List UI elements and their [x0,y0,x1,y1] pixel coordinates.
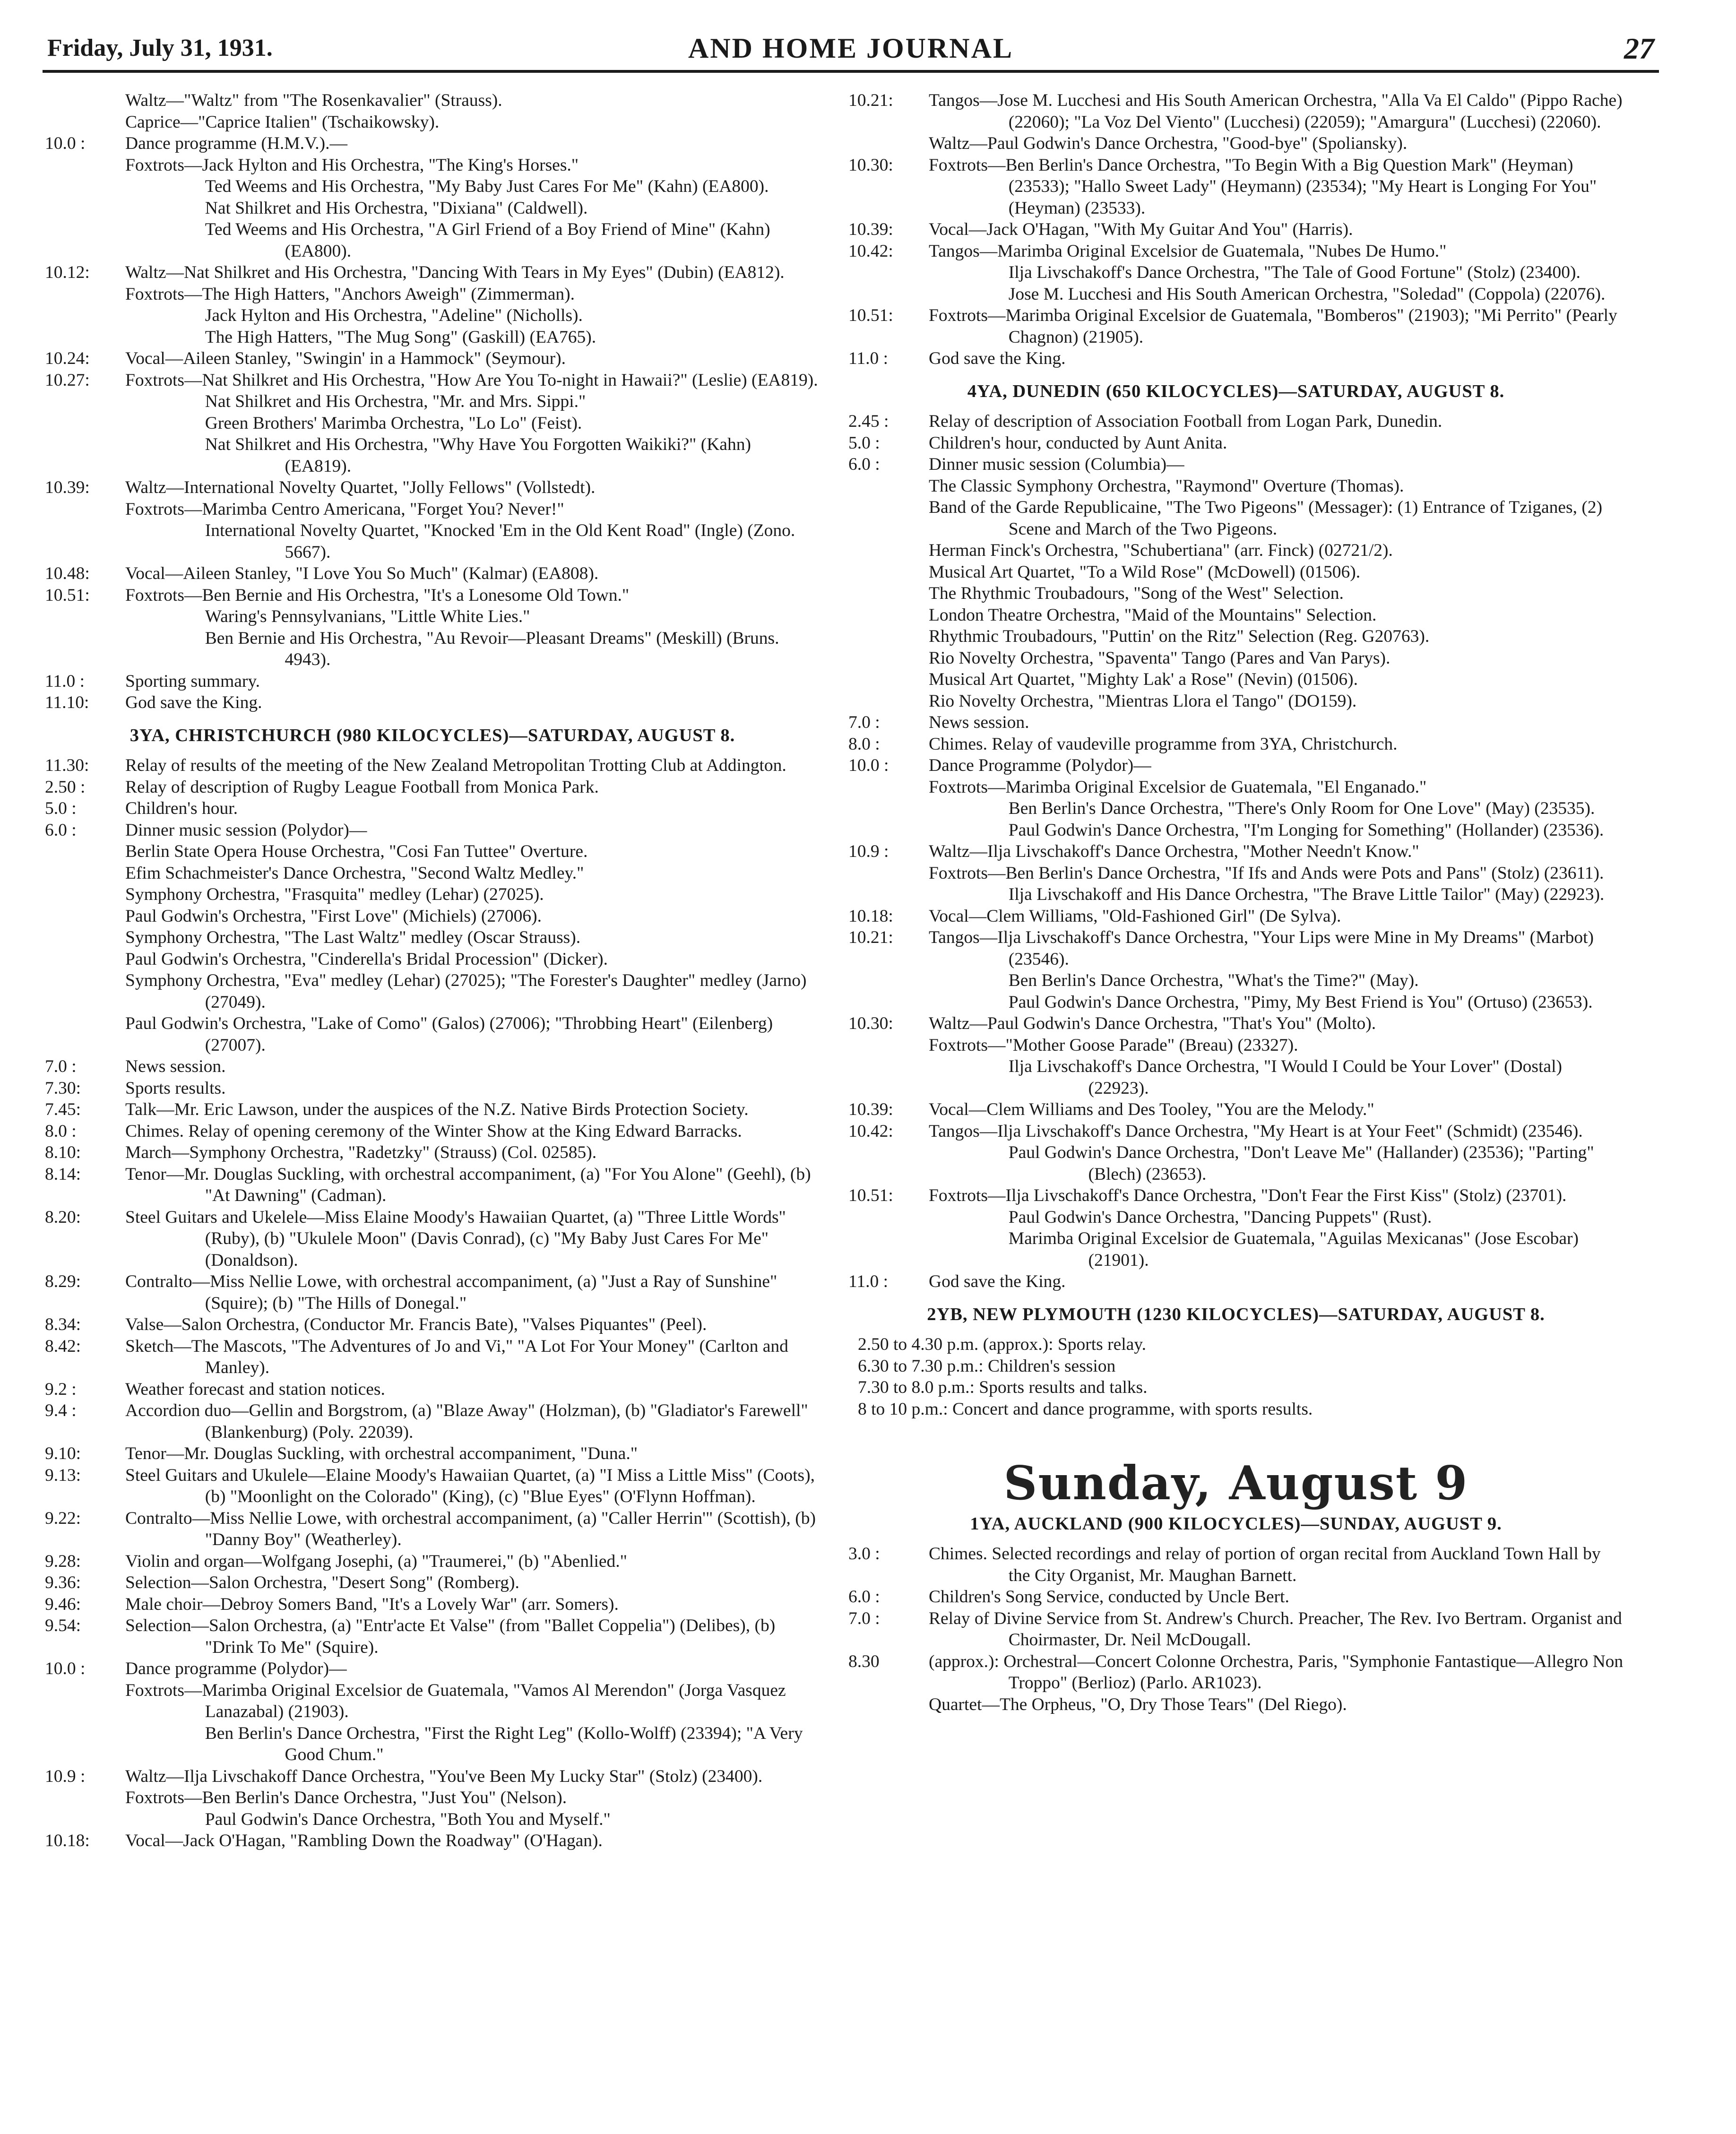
right-column [848,90,1624,1715]
list-item [45,1142,820,1164]
list-item [45,1572,820,1594]
time-label: 10.42: [848,1121,893,1141]
list-item [45,777,820,798]
list-item [848,841,1624,906]
list-item [45,1766,820,1831]
program-text: Foxtrots—Nat Shilkret and His Orchestra, "How Are You To-night in Hawaii?" (Leslie) (EA819). [125,370,818,390]
program-text: Waltz—Ilja Livschakoff Dance Orchestra, "You've Been My Lucky Star" (Stolz) (23400). [125,1766,763,1786]
program-text: Children's hour, conducted by Aunt Anita. [929,433,1227,453]
time-label: 11.0 : [45,671,85,691]
page-header [43,29,1659,73]
program-subtext: Green Brothers' Marimba Orchestra, "Lo Lo" (Feist). [205,413,582,433]
list-item [45,585,820,671]
program-text: Vocal—Aileen Stanley, "I Love You So Much" (Kalmar) (EA808). [125,564,599,583]
list-item [848,305,1624,348]
program-subtext: The High Hatters, "The Mug Song" (Gaskill) (EA765). [205,327,596,347]
list-item [848,241,1624,305]
list-item [45,348,820,370]
program-subtext: Paul Godwin's Dance Orchestra, "Dancing Puppets" (Rust). [1008,1207,1432,1227]
program-text: Tenor—Mr. Douglas Suckling, with orchestral accompaniment, "Duna." [125,1444,638,1463]
time-label: 7.30: [45,1078,81,1098]
list-item [45,1099,820,1121]
time-label: 9.4 : [45,1401,77,1420]
program-subtext: Ilja Livschakoff and His Dance Orchestra, "The Brave Little Tailor" (May) (22923). [1008,885,1605,904]
time-label: 10.21: [848,91,893,110]
time-label: 8.14: [45,1164,81,1184]
program-text: Tenor—Mr. Douglas Suckling, with orchestral accompaniment, (a) "For You Alone" (Geehl), (b) "At Dawning" (Cadman). [125,1164,811,1205]
header-journal-title: AND HOME JOURNAL [688,33,1013,64]
list-item [45,262,820,348]
time-label: 10.9 : [848,842,889,861]
program-list-2yb [848,1334,1624,1420]
program-text: Dinner music session (Columbia)— [929,455,1184,474]
program-text: Waltz—Nat Shilkret and His Orchestra, "Dancing With Tears in My Eyes" (Dubin) (EA812). [125,263,785,282]
program-text: Waltz—"Waltz" from "The Rosenkavalier" (Strauss). [125,91,502,110]
program-text: Violin and organ—Wolfgang Josephi, (a) "Traumerei," (b) "Abenlied." [125,1551,627,1571]
time-label: 7.45: [45,1100,81,1119]
program-text: Foxtrots—Ilja Livschakoff's Dance Orchestra, "Don't Fear the First Kiss" (Stolz) (23701). [929,1186,1567,1205]
program-subtext: Foxtrots—Marimba Original Excelsior de Guatemala, "Vamos Al Merendon" (Jorga Vasquez Lanazabal) (21903). [125,1680,786,1721]
list-item [848,1099,1624,1121]
program-text: Relay of Divine Service from St. Andrew's Church. Preacher, The Rev. Ivo Bertram. Organist and Choirmaster, Dr. Neil McDougall. [929,1608,1622,1650]
list-item [45,1830,820,1852]
program-text: Chimes. Selected recordings and relay of portion of organ recital from Auckland Town Hall by the City Organist, Mr. Maughan Barnett. [929,1544,1601,1585]
program-subtext: Rio Novelty Orchestra, "Mientras Llora el Tango" (DO159). [929,691,1357,711]
list-item [45,1594,820,1616]
list-item [45,692,820,714]
list-item: 7.30 to 8.0 p.m.: Sports results and talks. [858,1378,1148,1397]
time-label: 10.30: [848,155,893,175]
list-item [848,90,1624,155]
time-label: 10.51: [848,306,893,325]
list-item: 6.30 to 7.30 p.m.: Children's session [858,1356,1116,1376]
list-item [45,1443,820,1465]
program-subtext: Berlin State Opera House Orchestra, "Cosi Fan Tuttee" Overture. [125,842,588,861]
program-subtext: Paul Godwin's Dance Orchestra, "Pimy, My Best Friend is You" (Ortuso) (23653). [1008,992,1593,1012]
program-subtext: Paul Godwin's Orchestra, "Lake of Como" (Galos) (27006); "Throbbing Heart" (Eilenberg) (27007). [125,1014,773,1055]
list-item [45,1314,820,1336]
program-subtext: Paul Godwin's Dance Orchestra, "Both You and Myself." [205,1809,611,1829]
program-text: Chimes. Relay of vaudeville programme from 3YA, Christchurch. [929,734,1398,754]
program-text: News session. [125,1057,226,1076]
program-text: Selection—Salon Orchestra, (a) "Entr'acte Et Valse" (from "Ballet Coppelia") (Delibes), (b) "Drink To Me" (Squire). [125,1616,776,1657]
time-label: 8.20: [45,1207,81,1227]
list-item [848,1271,1624,1293]
program-text: Foxtrots—Marimba Original Excelsior de Guatemala, "Bomberos" (21903); "Mi Perrito" (Pearly Chagnon) (21905). [929,306,1617,347]
program-subtext: London Theatre Orchestra, "Maid of the Mountains" Selection. [929,605,1377,625]
time-label: 10.18: [848,906,893,926]
list-item [848,219,1624,241]
program-subtext: International Novelty Quartet, "Knocked 'Em in the Old Kent Road" (Ingle) (Zono. 5667). [205,521,795,562]
program-subtext: Jose M. Lucchesi and His South American Orchestra, "Soledad" (Coppola) (22076). [1008,284,1606,304]
program-text: Chimes. Relay of opening ceremony of the Winter Show at the King Edward Barracks. [125,1121,742,1141]
time-label: 8.30 [848,1651,880,1671]
program-text: Steel Guitars and Ukulele—Elaine Moody's Hawaiian Quartet, (a) "I Miss a Little Miss" (Coots), (b) "Moonlight on the Colorado" (King), (c) "Blue Eyes" (O'Flynn Hoffman). [125,1465,815,1506]
program-text: Vocal—Jack O'Hagan, "Rambling Down the Roadway" (O'Hagan). [125,1831,603,1850]
program-subtext: Foxtrots—"Mother Goose Parade" (Breau) (23327). [929,1035,1298,1055]
time-label: 7.0 : [848,713,880,732]
list-item [45,1121,820,1142]
program-text: Sports results. [125,1078,226,1098]
list-item [45,671,820,692]
list-item [45,563,820,585]
program-text: Waltz—Ilja Livschakoff's Dance Orchestra, "Mother Needn't Know." [929,842,1419,861]
program-text: Male choir—Debroy Somers Band, "It's a Lovely War" (arr. Somers). [125,1594,619,1614]
list-item [45,1078,820,1099]
program-subtext: Ben Berlin's Dance Orchestra, "There's Only Room for One Love" (May) (23535). [1008,799,1595,818]
program-text: Accordion duo—Gellin and Borgstrom, (a) "Blaze Away" (Holzman), (b) "Gladiator's Farewell" (Blankenburg) (Poly. 22039). [125,1401,808,1442]
program-text: Relay of description of Association Football from Logan Park, Dunedin. [929,412,1442,431]
list-item [45,1164,820,1207]
program-subtext: Foxtrots—Ben Berlin's Dance Orchestra, "If Ifs and Ands were Pots and Pans" (Stolz) (23611). [929,863,1604,883]
list-item [848,927,1624,1013]
time-label: 8.0 : [848,734,880,754]
list-item [848,1651,1624,1716]
list-item [848,155,1624,219]
time-label: 10.0 : [848,756,889,775]
time-label: 7.0 : [45,1057,77,1076]
program-text: God save the King. [929,1272,1066,1291]
program-text: Vocal—Aileen Stanley, "Swingin' in a Hammock" (Seymour). [125,349,566,368]
time-label: 2.50 : [45,777,86,797]
list-item [848,712,1624,734]
program-subtext: Ben Berlin's Dance Orchestra, "First the Right Leg" (Kollo-Wolff) (23394); "A Very Good Chum." [205,1723,803,1764]
program-subtext: Rhythmic Troubadours, "Puttin' on the Ritz" Selection (Reg. G20763). [929,627,1430,646]
list-item [45,1400,820,1443]
program-text: Relay of description of Rugby League Football from Monica Park. [125,777,599,797]
list-item [848,1185,1624,1271]
time-label: 10.48: [45,564,90,583]
list-item [848,411,1624,432]
list-item [45,90,820,133]
list-item [45,820,820,1056]
program-subtext: Ilja Livschakoff's Dance Orchestra, "I Would I Could be Your Lover" (Dostal) (22923). [1008,1057,1562,1098]
list-item [848,1013,1624,1099]
program-subtext: Waltz—Paul Godwin's Dance Orchestra, "Good-bye" (Spoliansky). [929,134,1408,153]
program-subtext: Marimba Original Excelsior de Guatemala, "Aguilas Mexicanas" (Jose Escobar) (21901). [1008,1229,1579,1270]
list-item [848,348,1624,370]
time-label: 6.0 : [45,820,77,840]
list-item [45,1207,820,1271]
program-subtext: Ted Weems and His Orchestra, "My Baby Just Cares For Me" (Kahn) (EA800). [205,177,769,196]
program-text: Waltz—International Novelty Quartet, "Jolly Fellows" (Vollstedt). [125,478,596,497]
time-label: 10.21: [848,928,893,947]
program-text: Caprice—"Caprice Italien" (Tschaikowsky). [125,112,440,132]
program-list-4ya [848,411,1624,1293]
program-subtext: Ben Berlin's Dance Orchestra, "What's the Time?" (May). [1008,971,1419,990]
program-text: God save the King. [125,693,262,712]
list-item [848,1121,1624,1185]
program-text: Children's hour. [125,799,238,818]
time-label: 10.39: [848,1100,893,1119]
program-text: Foxtrots—Ben Bernie and His Orchestra, "It's a Lonesome Old Town." [125,585,630,605]
program-subtext: Rio Novelty Orchestra, "Spaventa" Tango (Pares and Van Parys). [929,648,1391,668]
program-text: Sketch—The Mascots, "The Adventures of Jo and Vi," "A Lot For Your Money" (Carlton and Manley). [125,1336,788,1377]
program-subtext: Ben Bernie and His Orchestra, "Au Revoir—Pleasant Dreams" (Meskill) (Bruns. 4943). [205,628,779,669]
left-column [45,90,820,1852]
time-label: 6.0 : [848,455,880,474]
list-item [848,734,1624,755]
program-text: Foxtrots—Ben Berlin's Dance Orchestra, "To Begin With a Big Question Mark" (Heyman) (23533); "Hallo Sweet Lady" (Heymann) (23534); "My Heart is Longing For You" (Heyman) (23533). [929,155,1597,218]
program-text: Selection—Salon Orchestra, "Desert Song" (Romberg). [125,1573,519,1592]
program-subtext: Symphony Orchestra, "Frasquita" medley (Lehar) (27025). [125,885,544,904]
list-item [848,1543,1624,1586]
time-label: 5.0 : [848,433,880,453]
program-text: Contralto—Miss Nellie Lowe, with orchestral accompaniment, (a) "Caller Herrin'" (Scottish), (b) "Danny Boy" (Weatherley). [125,1508,816,1549]
program-text: Vocal—Jack O'Hagan, "With My Guitar And You" (Harris). [929,220,1353,239]
program-subtext: The Classic Symphony Orchestra, "Raymond" Overture (Thomas). [929,476,1404,496]
time-label: 11.0 : [848,1272,889,1291]
program-text: Children's Song Service, conducted by Uncle Bert. [929,1587,1289,1607]
program-text: Tangos—Ilja Livschakoff's Dance Orchestra, "Your Lips were Mine in My Dreams" (Marbot) (23546). [929,928,1594,969]
list-item [45,1508,820,1551]
section-heading-1ya: 1YA, AUCKLAND (900 KILOCYCLES)—SUNDAY, AUGUST 9. [970,1513,1502,1534]
time-label: 7.0 : [848,1608,880,1628]
time-label: 9.28: [45,1551,81,1571]
program-subtext: Nat Shilkret and His Orchestra, "Dixiana" (Caldwell). [205,198,588,218]
program-text: Dance programme (Polydor)— [125,1659,347,1678]
program-text: Dance Programme (Polydor)— [929,756,1151,775]
list-item [45,1465,820,1508]
header-date: Friday, July 31, 1931. [47,35,273,61]
time-label: 8.42: [45,1336,81,1356]
program-subtext: Foxtrots—Jack Hylton and His Orchestra, "The King's Horses." [125,155,579,175]
program-text: Vocal—Clem Williams and Des Tooley, "You are the Melody." [929,1100,1374,1119]
program-subtext: Foxtrots—Marimba Centro Americana, "Forget You? Never!" [125,499,564,519]
section-heading-4ya: 4YA, DUNEDIN (650 KILOCYCLES)—SATURDAY, AUGUST 8. [967,381,1505,401]
time-label: 8.0 : [45,1121,77,1141]
program-subtext: Band of the Garde Republicaine, "The Two Pigeons" (Messager): (1) Entrance of Tziganes, (2) Scene and March of the Two Pigeons. [929,498,1603,539]
list-item [848,906,1624,927]
time-label: 11.30: [45,756,89,775]
program-list-3ya [45,755,820,1852]
program-text: March—Symphony Orchestra, "Radetzky" (Strauss) (Col. 02585). [125,1143,597,1162]
time-label: 11.10: [45,693,89,712]
program-text: Contralto—Miss Nellie Lowe, with orchestral accompaniment, (a) "Just a Ray of Sunshine" (Squire); (b) "The Hills of Donegal." [125,1272,777,1313]
time-label: 3.0 : [848,1544,880,1564]
program-text: Relay of results of the meeting of the New Zealand Metropolitan Trotting Club at Addington. [125,756,786,775]
program-text: Dance programme (H.M.V.).— [125,134,348,153]
time-label: 10.27: [45,370,90,390]
program-subtext: Ted Weems and His Orchestra, "A Girl Friend of a Boy Friend of Mine" (Kahn) (EA800). [205,220,770,261]
program-subtext: Foxtrots—The High Hatters, "Anchors Aweigh" (Zimmerman). [125,284,575,304]
list-item [45,1551,820,1572]
list-item [848,755,1624,841]
program-subtext: Foxtrots—Marimba Original Excelsior de Guatemala, "El Enganado." [929,777,1427,797]
program-text: Waltz—Paul Godwin's Dance Orchestra, "That's You" (Molto). [929,1014,1376,1033]
section-heading-2yb: 2YB, NEW PLYMOUTH (1230 KILOCYCLES)—SATURDAY, AUGUST 8. [927,1304,1545,1324]
time-label: 10.30: [848,1014,893,1033]
list-item [45,1271,820,1314]
list-item [848,1608,1624,1651]
program-text: Valse—Salon Orchestra, (Conductor Mr. Francis Bate), "Valses Piquantes" (Peel). [125,1315,707,1334]
section-heading-3ya: 3YA, CHRISTCHURCH (980 KILOCYCLES)—SATURDAY, AUGUST 8. [130,725,735,745]
time-label: 8.34: [45,1315,81,1334]
time-label: 9.54: [45,1616,81,1635]
list-item [45,755,820,777]
list-item [45,1336,820,1379]
time-label: 10.39: [45,478,90,497]
list-item [848,1586,1624,1608]
program-subtext: Symphony Orchestra, "Eva" medley (Lehar) (27025); "The Forester's Daughter" medley (Jarno) (27049). [125,971,807,1012]
program-subtext: Quartet—The Orpheus, "O, Dry Those Tears" (Del Riego). [929,1694,1347,1714]
program-text: Dinner music session (Polydor)— [125,820,367,840]
list-item [848,432,1624,454]
list-item [45,1658,820,1766]
program-subtext: Foxtrots—Ben Berlin's Dance Orchestra, "Just You" (Nelson). [125,1788,567,1807]
time-label: 10.51: [45,585,90,605]
program-subtext: The Rhythmic Troubadours, "Song of the West" Selection. [929,584,1344,603]
list-item [45,798,820,820]
time-label: 9.10: [45,1444,81,1463]
list-item [45,1615,820,1658]
time-label: 10.51: [848,1186,893,1205]
program-subtext: Musical Art Quartet, "To a Wild Rose" (McDowell) (01506). [929,562,1361,582]
program-text: Sporting summary. [125,671,260,691]
time-label: 10.42: [848,241,893,261]
time-label: 2.45 : [848,412,889,431]
program-text: Talk—Mr. Eric Lawson, under the auspices of the N.Z. Native Birds Protection Society. [125,1100,749,1119]
time-label: 8.29: [45,1272,81,1291]
program-text: Weather forecast and station notices. [125,1379,385,1399]
program-subtext: Jack Hylton and His Orchestra, "Adeline" (Nicholls). [205,306,583,325]
header-page-number: 27 [1624,32,1654,65]
time-label: 10.18: [45,1831,90,1850]
right-program-list [848,90,1624,370]
day-title: Sunday, August 9 [1003,1456,1468,1511]
program-text: God save the King. [929,349,1066,368]
program-subtext: Musical Art Quartet, "Mighty Lak' a Rose" (Nevin) (01506). [929,670,1358,689]
time-label: 10.9 : [45,1766,86,1786]
program-subtext: Ilja Livschakoff's Dance Orchestra, "The Tale of Good Fortune" (Stolz) (23400). [1008,263,1581,282]
program-subtext: Efim Schachmeister's Dance Orchestra, "Second Waltz Medley." [125,863,584,883]
time-label: 10.0 : [45,1659,86,1678]
program-text: Tangos—Jose M. Lucchesi and His South American Orchestra, "Alla Va El Caldo" (Pippo Rache) (22060); "La Voz Del Viento" (Lucchesi) (22059); "Amargura" (Lucchesi) (22060). [929,91,1623,132]
time-label: 9.13: [45,1465,81,1485]
program-text: Vocal—Clem Williams, "Old-Fashioned Girl" (De Sylva). [929,906,1341,926]
program-subtext: Paul Godwin's Dance Orchestra, "I'm Longing for Something" (Hollander) (23536). [1008,820,1604,840]
time-label: 10.24: [45,349,90,368]
time-label: 10.39: [848,220,893,239]
program-subtext: Herman Finck's Orchestra, "Schubertiana" (arr. Finck) (02721/2). [929,541,1393,560]
program-text: Tangos—Ilja Livschakoff's Dance Orchestra, "My Heart is at Your Feet" (Schmidt) (23546). [929,1121,1583,1141]
time-label: 9.22: [45,1508,81,1528]
program-text: Steel Guitars and Ukelele—Miss Elaine Moody's Hawaiian Quartet, (a) "Three Little Words" (Ruby), (b) "Ukulele Moon" (Davis Conrad), (c) "My Baby Just Cares For Me" (Donaldson). [125,1207,786,1270]
time-label: 10.12: [45,263,90,282]
time-label: 11.0 : [848,349,889,368]
time-label: 8.10: [45,1143,81,1162]
program-subtext: Symphony Orchestra, "The Last Waltz" medley (Oscar Strauss). [125,928,581,947]
program-subtext: Nat Shilkret and His Orchestra, "Why Have You Forgotten Waikiki?" (Kahn) (EA819). [205,435,751,476]
program-subtext: Paul Godwin's Orchestra, "First Love" (Michiels) (27006). [125,906,542,926]
program-subtext: Paul Godwin's Dance Orchestra, "Don't Leave Me" (Hallander) (23536); "Parting" (Blech) (23653). [1008,1143,1594,1184]
time-label: 6.0 : [848,1587,880,1607]
list-item: 8 to 10 p.m.: Concert and dance programme, with sports results. [858,1399,1313,1419]
list-item [45,477,820,563]
program-text: News session. [929,713,1029,732]
time-label: 9.46: [45,1594,81,1614]
program-subtext: Nat Shilkret and His Orchestra, "Mr. and Mrs. Sippi." [205,392,586,411]
list-item [848,454,1624,712]
program-list-1ya [848,1543,1624,1715]
time-label: 9.36: [45,1573,81,1592]
list-item [45,1379,820,1400]
left-program-list [45,90,820,714]
list-item [45,370,820,477]
program-text: (approx.): Orchestral—Concert Colonne Orchestra, Paris, "Symphonie Fantastique—Allegro Non Troppo" (Berlioz) (Parlo. AR1023). [929,1651,1624,1693]
program-subtext: Paul Godwin's Orchestra, "Cinderella's Bridal Procession" (Dicker). [125,949,608,969]
list-item [45,133,820,262]
program-subtext: Waring's Pennsylvanians, "Little White Lies." [205,607,530,626]
list-item [45,1056,820,1078]
time-label: 5.0 : [45,799,77,818]
program-text: Tangos—Marimba Original Excelsior de Guatemala, "Nubes De Humo." [929,241,1447,261]
time-label: 10.0 : [45,134,86,153]
list-item: 2.50 to 4.30 p.m. (approx.): Sports relay. [858,1335,1146,1354]
time-label: 9.2 : [45,1379,77,1399]
